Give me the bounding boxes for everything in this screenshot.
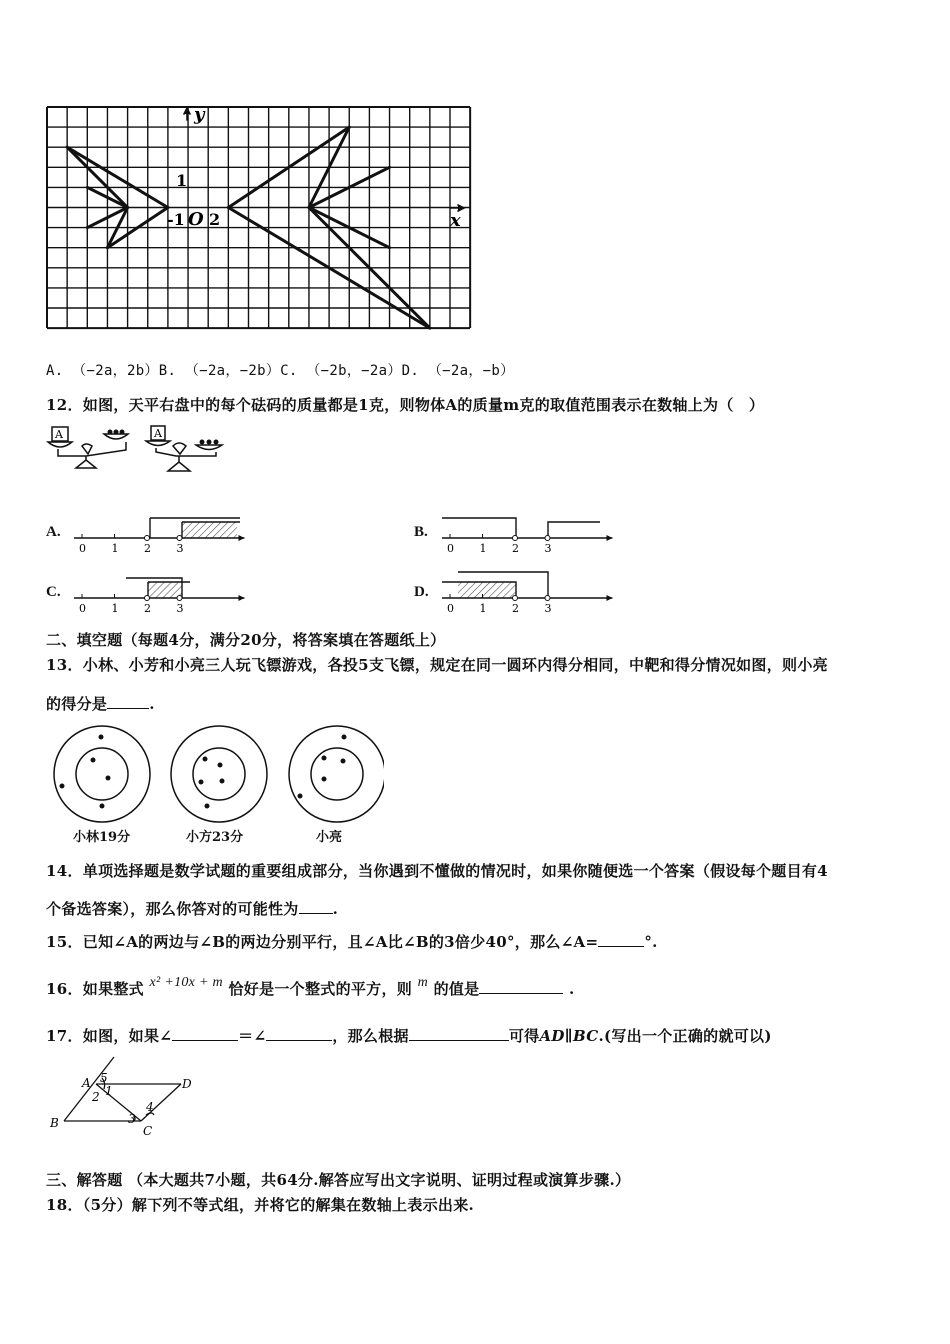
section-3-heading: 三、解答题 （本大题共7小题，共64分.解答应写出文字说明、证明过程或演算步骤.） <box>46 1171 631 1189</box>
x-axis-label: x <box>450 210 461 231</box>
open-point <box>145 596 150 601</box>
answer-blank[interactable] <box>299 899 333 914</box>
tick-label: 3 <box>544 542 552 555</box>
arrow-icon <box>239 535 245 541</box>
tick-label: 0 <box>447 542 454 555</box>
section-2-heading: 二、填空题（每题4分，满分20分，将答案填在答题纸上） <box>46 631 446 649</box>
point-d: D <box>182 1077 192 1091</box>
open-point <box>513 596 518 601</box>
tick-label: 1 <box>479 602 487 615</box>
solution-bracket <box>442 518 600 538</box>
q11-options: A. （−2a，2b）B. （−2a，−2b）C. （−2b，−2a）D. （−2a，−b） <box>46 363 515 379</box>
point-b: B <box>50 1116 59 1130</box>
tick-label: 3 <box>544 602 552 615</box>
angle-2: 2 <box>92 1090 100 1104</box>
tick-label: 0 <box>79 602 86 615</box>
open-point <box>145 536 150 541</box>
y-axis-label: y <box>194 106 205 125</box>
open-point <box>177 536 182 541</box>
object-a-label-2: A <box>154 427 162 440</box>
answer-blank[interactable] <box>409 1026 509 1041</box>
q13-line1: 13．小林、小芳和小亮三人玩飞镖游戏，各投5支飞镖，规定在同一圆环内得分相同，中靶和得分情况如图，则小亮 <box>46 656 828 674</box>
coordinate-grid-figure <box>46 106 472 332</box>
tick-label: 2 <box>512 602 519 615</box>
tick-label: 0 <box>447 602 454 615</box>
label-origin: O <box>188 209 204 230</box>
open-point <box>177 596 182 601</box>
option-label-a[interactable]: A. <box>46 524 61 540</box>
open-point <box>545 596 550 601</box>
answer-blank[interactable] <box>266 1026 332 1041</box>
caption-xiaolin: 小林19分 <box>73 830 131 845</box>
label-neg-one: -1 <box>167 210 185 229</box>
caption-xiaofang: 小方23分 <box>186 830 244 845</box>
object-a-label-1: A <box>55 428 63 441</box>
tick-label: 0 <box>79 542 86 555</box>
number-line-option-a[interactable] <box>74 506 274 556</box>
arrow-icon <box>607 595 613 601</box>
option-label-d[interactable]: D. <box>414 584 429 600</box>
answer-blank[interactable] <box>479 979 563 994</box>
label-two: 2 <box>209 210 221 229</box>
arrow-icon <box>239 595 245 601</box>
q16-text: 16．如果整式 x² +10x + m 恰好是一个整式的平方，则 m 的值是 . <box>46 975 575 998</box>
number-line-option-b[interactable] <box>442 506 642 556</box>
caption-xiaoliang: 小亮 <box>316 830 343 845</box>
answer-blank[interactable] <box>598 932 644 947</box>
axis-arrows <box>184 108 464 211</box>
q14-line2: 个备选答案），那么你答对的可能性为 . <box>46 900 339 918</box>
option-label-c[interactable]: C. <box>46 584 61 600</box>
q15-text: 15．已知∠A的两边与∠B的两边分别平行，且∠A比∠B的3倍少40°，那么∠A= °. <box>46 933 658 951</box>
shaded-region <box>148 582 182 598</box>
open-point <box>513 536 518 541</box>
answer-blank[interactable] <box>172 1026 238 1041</box>
balance-scales-figure <box>46 422 226 482</box>
number-line-option-c[interactable] <box>74 566 274 616</box>
tick-label: 1 <box>479 542 487 555</box>
point-a: A <box>82 1076 91 1090</box>
q13-line2: 的得分是 . <box>46 695 155 713</box>
tick-label: 2 <box>144 602 151 615</box>
open-point <box>545 536 550 541</box>
tick-label: 1 <box>111 602 119 615</box>
tick-label: 2 <box>144 542 151 555</box>
q17-text: 17．如图，如果∠ ＝∠ ，那么根据 可得AD∥BC.(写出一个正确的就可以) <box>46 1027 772 1045</box>
number-line-option-d[interactable] <box>442 566 642 616</box>
q14-line1: 14．单项选择题是数学试题的重要组成部分，当你遇到不懂做的情况时，如果你随便选一个答案（假设每个题目有4 <box>46 862 828 880</box>
label-one: 1 <box>176 171 188 190</box>
q18-text: 18．（5分）解下列不等式组，并将它的解集在数轴上表示出来. <box>46 1196 475 1214</box>
angle-5: 5 <box>100 1071 108 1085</box>
option-label-b[interactable]: B. <box>414 524 428 540</box>
angle-1: 1 <box>105 1084 113 1098</box>
expression: x² +10x + m <box>149 975 223 990</box>
dart-targets-figure <box>44 724 384 824</box>
q12-text: 12．如图，天平右盘中的每个砝码的质量都是1克，则物体A的质量m克的取值范围表示在数轴上为（ ） <box>46 396 765 414</box>
answer-blank[interactable] <box>107 694 149 709</box>
parallelogram-figure <box>44 1055 214 1135</box>
point-c: C <box>143 1124 153 1135</box>
shaded-region <box>458 582 516 598</box>
tick-label: 1 <box>111 542 119 555</box>
tick-label: 2 <box>512 542 519 555</box>
angle-4: 4 <box>146 1100 154 1114</box>
tick-label: 3 <box>176 542 184 555</box>
tick-label: 3 <box>176 602 184 615</box>
angle-3: 3 <box>128 1112 136 1126</box>
shaded-region <box>182 522 237 538</box>
arrow-icon <box>607 535 613 541</box>
